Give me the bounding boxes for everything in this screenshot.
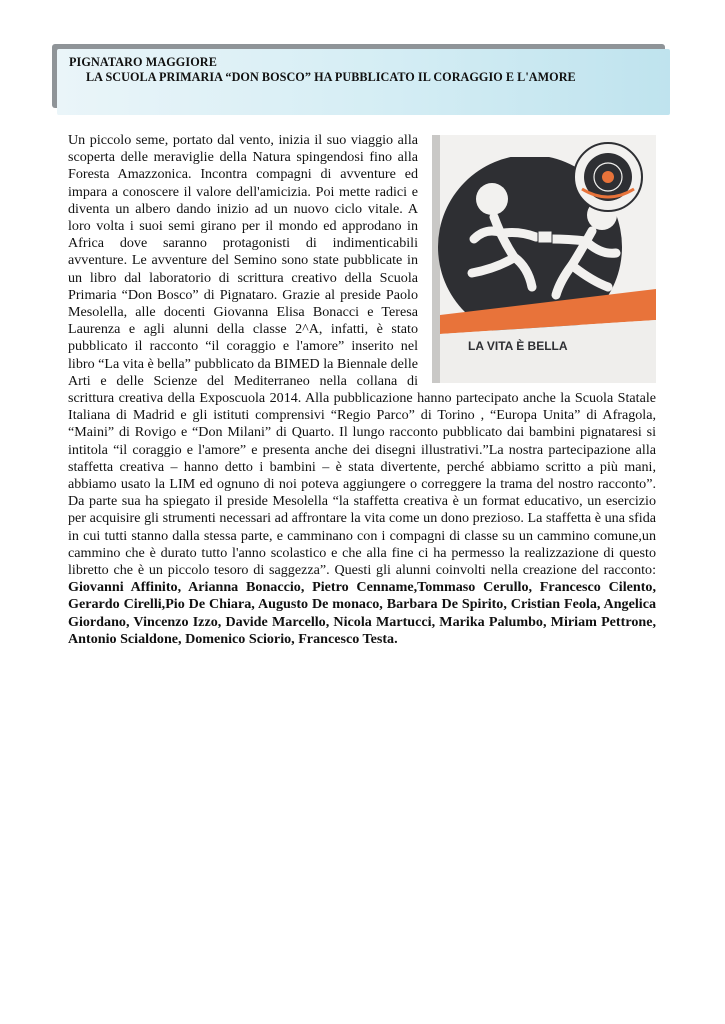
book-cover-image (432, 135, 656, 383)
header-box (57, 49, 670, 115)
book-cover-title: LA VITA È BELLA (468, 339, 568, 353)
header-town: PIGNATARO MAGGIORE (69, 55, 217, 69)
student-names: Giovanni Affinito, Arianna Bonaccio, Pietro Cenname,Tommaso Cerullo, Francesco Cilento, Gerardo Cirelli,Pio De Chiara, Augusto De monaco, Barbara De Spirito, Cristian Feola, Angelica Giordano, Vincenzo Izzo, Davide Marcello, Nicola Martucci, Marika Palumbo, Miriam Pettrone, Antonio Scialdone, Domenico Sciorio, Francesco Testa. (68, 579, 656, 647)
header-headline: LA SCUOLA PRIMARIA “DON BOSCO” HA PUBBLICATO IL CORAGGIO E L'AMORE (86, 70, 576, 84)
article-text: Un piccolo seme, portato dal vento, inizia il suo viaggio alla scoperta delle meraviglie della Natura spingendosi fino alla Foresta Amazzonica. Incontra compagni di avventure ed impara a conoscere il valore dell'amicizia. Poi mette radici e diventa un albero dando inizio ad un nuovo ciclo vitale. A loro volta i suoi semi girano per il mondo ed approdano in Africa dove saranno protagonisti di indimenticabili avventure. Le avventure del Semino sono state pubblicate in un libro dal laboratorio di scrittura creativo della Scuola Primaria “Don Bosco” di Pignataro. Grazie al preside Paolo Mesolella, alle docenti Giovanna Elisa Bonacci e Teresa Laurenza e agli alunni della classe 2^A, infatti, è stato pubblicato il racconto “il coraggio e l'amore” inserito nel libro “La vita è bella” pubblicato da BIMED la Biennale delle Arti e delle Scienze del Mediterraneo nella collana di scrittura creativa della Exposcuola 2014. Alla pubblicazione hanno partecipato anche la Scuola Statale Italiana di Madrid e gli istituti comprensivi “Regio Parco” di Torino , “Europa Unita” di Afragola, “Maini” di Rovigo e “Don Milani” di Quarto. Il lungo racconto pubblicato dai bambini pignataresi si intitola “il coraggio e l'amore” e presenta anche dei disegni illustrativi.”La nostra partecipazione alla staffetta creativa – hanno detto i bambini – è stata divertente, perché abbiamo scritto a più mani, abbiamo usato la LIM ed ognuno di noi poteva aggiungere o correggere la trama del nostro racconto”. Da parte sua ha spiegato il preside Mesolella “la staffetta creativa è un format educativo, un esercizio per acquisire gli strumenti necessari ad affrontare la vita come un dono prezioso. La staffetta è una sfida in cui tutti stanno dalla stessa parte, e camminano con i compagni di classe su un cammino comune,un cammino che è durato tutto l'anno scolastico e che alla fine ci ha permesso la realizzazione di questo libretto che è un piccolo tesoro di saggezza”. Questi gli alunni coinvolti nella creazione del racconto: (68, 132, 656, 579)
article-header (52, 44, 672, 118)
book-cover-illustration (432, 135, 656, 383)
article-body (68, 132, 656, 648)
